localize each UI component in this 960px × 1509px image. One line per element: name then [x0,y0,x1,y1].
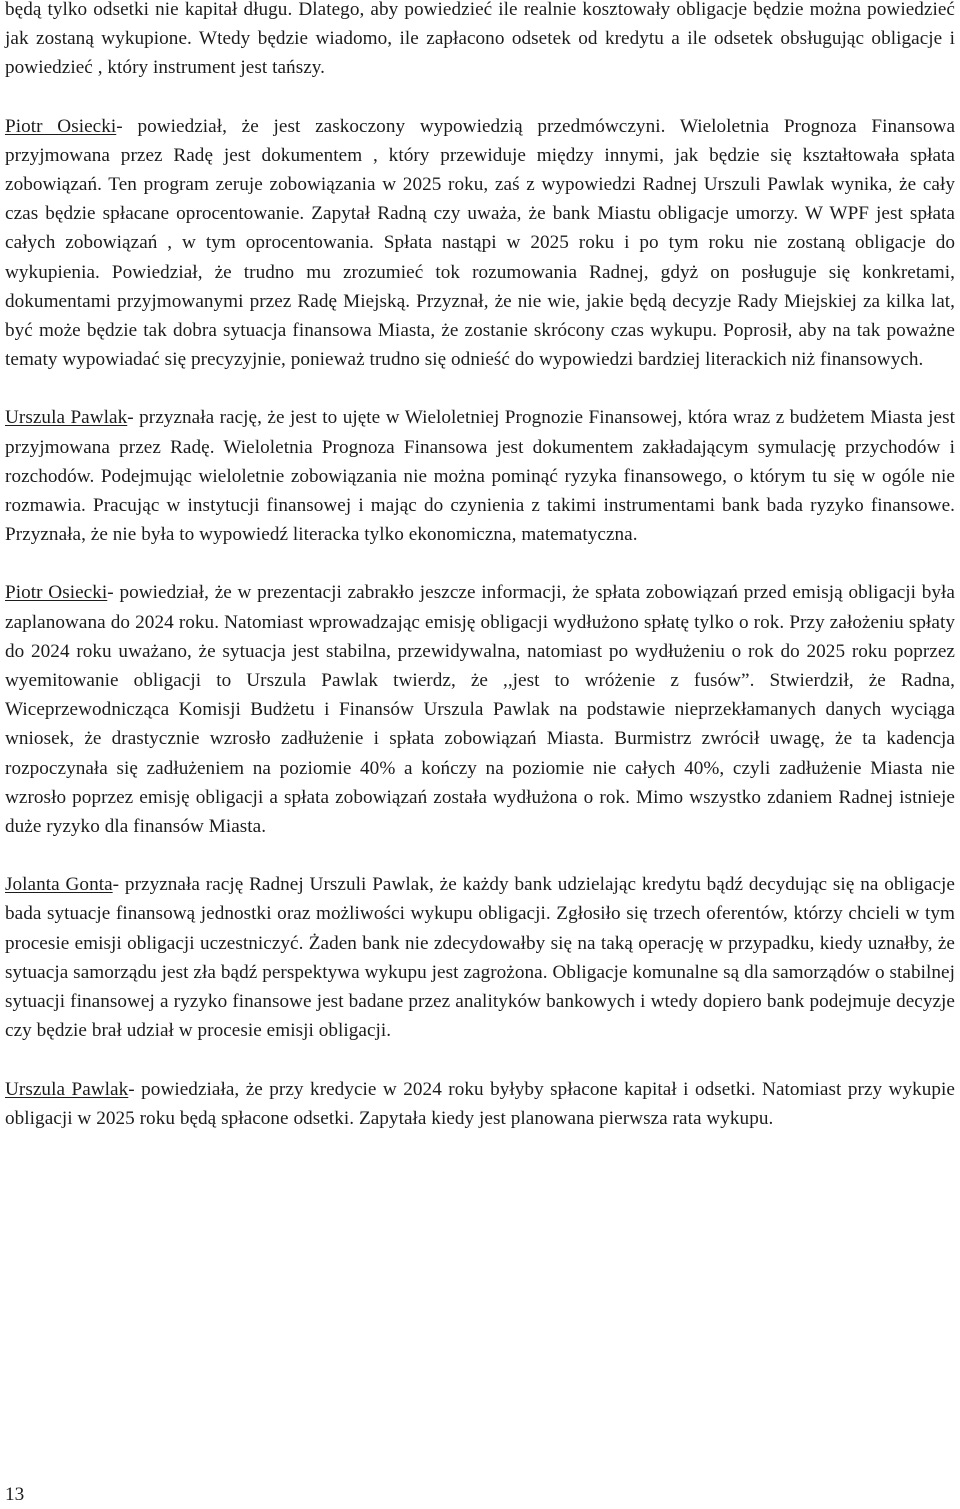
page-number: 13 [5,1484,25,1505]
speaker-name: Urszula Pawlak [5,1078,129,1100]
paragraph-statement [5,578,955,841]
paragraph-continuation [5,0,955,83]
paragraph-text: przyznała rację, że jest to ujęte w Wieloletniej Prognozie Finansowej, która wraz z budżetem Miasta jest przyjmowana przez Radę. Wieloletnia Prognoza Finansowa jest dokumentem zakładającym symulację przychodów i rozchodów. Podejmując wieloletnie zobowiązania nie można pominąć ryzyka finansowego, o którym tu się w ogóle nie rozmawia. Pracując w instytucji finansowej i mając do czynienia z takimi instrumentami bank bada ryzyko finansowe. Przyznała, że nie była to wypowiedź literacka tylko ekonomiczna, matematyczna. [5,407,955,546]
speaker-separator: - [128,1078,142,1100]
speaker-name: Piotr Osiecki [5,582,108,604]
paragraph-text: powiedział, że jest zaskoczony wypowiedzią przedmówczyni. Wieloletnia Prognoza Finansowa przyjmowana przez Radę jest dokumentem , który przewiduje między innymi, jak będzie się kształtowała spłata zobowiązań. Ten program zeruje zobowiązania w 2025 roku, zaś z wypowiedzi Radnej Urszuli Pawlak wynika, że cały czas będzie spłacane oprocentowanie. Zapytał Radną czy uważa, że bank Miastu obligacje umorzy. W WPF jest spłata całych zobowiązań , w tym oprocentowania. Spłata nastąpi w 2025 roku i po tym roku nie zostaną obligacje do wykupienia. Powiedział, że trudno mu zrozumieć tok rozumowania Radnej, gdyż on posługuje się konkretami, dokumentami przyjmowanymi przez Radę Miejską. Przyznał, że nie wie, jakie będą decyzje Rady Miejskiej za kilka lat, być może będzie tak dobra sytuacja finansowa Miasta, że zostanie skrócony czas wykupu. Poprosił, aby na tak poważne tematy wypowiadać się precyzyjnie, ponieważ trudno się odnieść do wypowiedzi bardziej literackich niż finansowych. [5,115,956,371]
paragraph-text: przyznała rację Radnej Urszuli Pawlak, że każdy bank udzielając kredytu bądź decydując się na obligacje bada sytuacje finansową jednostki oraz możliwości wykupu obligacji. Zgłosiło się trzech oferentów, którzy chcieli w tym procesie emisji obligacji uczestniczyć. Żaden bank nie zdecydowałby się na taką operację w przypadku, kiedy uznałby, że sytuacja samorządu jest zła bądź perspektywa wykupu jest zagrożona. Obligacje komunalne są dla samorządów o stabilnej sytuacji finansowej a ryzyko finansowe jest badane przez analityków bankowych i wtedy dopiero bank podejmuje decyzje czy będzie brał udział w procesie emisji obligacji. [5,874,955,1042]
speaker-separator: - [116,115,138,137]
paragraph-statement [5,1075,955,1133]
paragraph-text: powiedział, że w prezentacji zabrakło jeszcze informacji, że spłata zobowiązań przed emisją obligacji była zaplanowana do 2024 roku. Natomiast wprowadzając emisję obligacji wydłużono spłatę tylko o rok. Przy założeniu spłaty do 2024 roku uważano, że sytuacja jest stabilna, przewidywalna, natomiast po wydłużeniu o rok do 2025 roku poprzez wyemitowanie obligacji to Urszula Pawlak twierdz, że ,,jest to wróżenie z fusów”. Stwierdził, że Radna, Wiceprzewodnicząca Komisji Budżetu i Finansów Urszula Pawlak na podstawie nieprzekłamanych danych wyciąga wniosek, że drastycznie wzrosło zadłużenie i spłata zobowiązań Miasta. Burmistrz zwrócił uwagę, że ta kadencja rozpoczynała się zadłużeniem na poziomie 40% a kończy na poziomie nie całych 40%, czyli zadłużenie Miasta nie wzrosło poprzez emisję obligacji a spłata zobowiązań została wydłużona o rok. Mimo wszystko zdaniem Radnej istnieje duże ryzyko dla finansów Miasta. [5,582,955,838]
paragraph-statement [5,112,955,375]
paragraph-text: powiedziała, że przy kredycie w 2024 roku byłyby spłacone kapitał i odsetki. Natomiast przy wykupie obligacji w 2025 roku będą spłacone odsetki. Zapytała kiedy jest planowana pierwsza rata wykupu. [5,1078,955,1129]
speaker-separator: - [127,407,140,429]
paragraph-statement [5,403,955,549]
speaker-name: Urszula Pawlak [5,407,128,429]
speaker-name: Piotr Osiecki [5,115,117,137]
paragraph-statement [5,870,955,1045]
speaker-separator: - [112,874,125,896]
paragraph-text: będą tylko odsetki nie kapitał długu. Dlatego, aby powiedzieć ile realnie kosztowały obligacje będzie można powiedzieć jak zostaną wykupione. Wtedy będzie wiadomo, ile zapłacono odsetek od kredytu a ile odsetek obsługując obligacje i powiedzieć , który instrument jest tańszy. [5,0,955,79]
document-body [5,0,955,1162]
speaker-name: Jolanta Gonta [5,874,113,896]
speaker-separator: - [107,582,120,604]
